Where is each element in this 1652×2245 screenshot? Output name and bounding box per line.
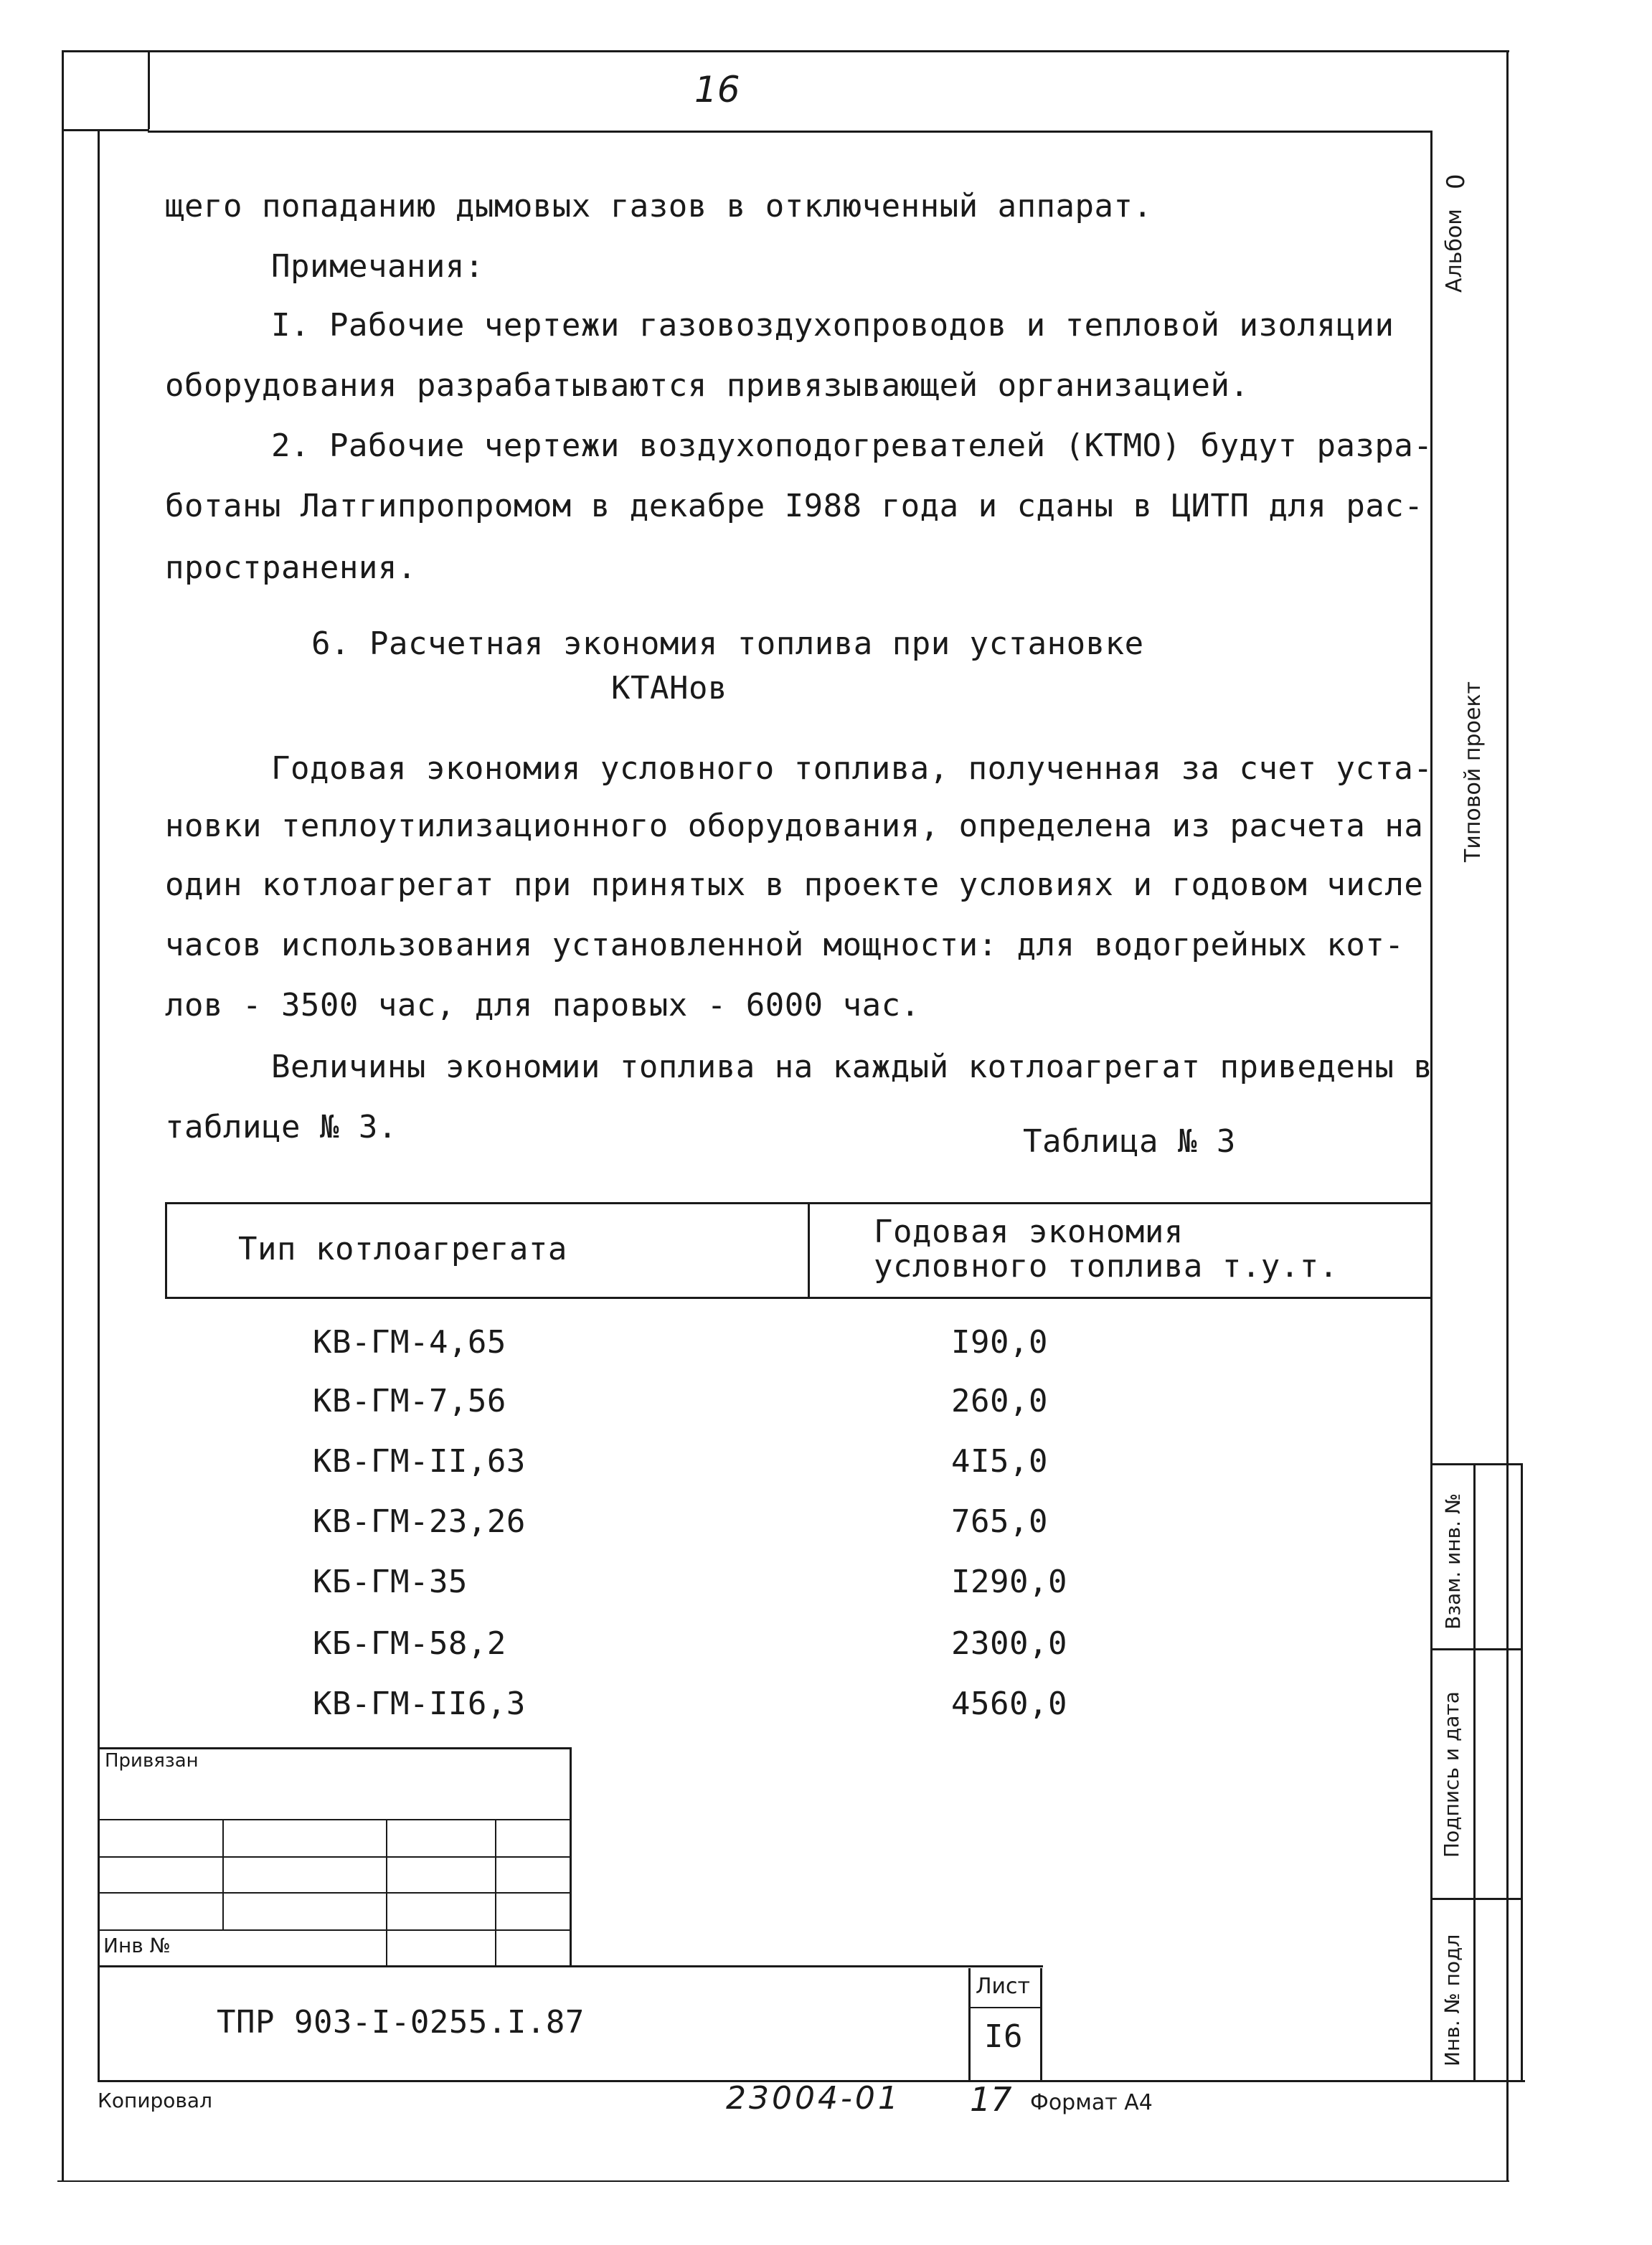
- album-number: 0: [1442, 174, 1471, 189]
- vzam-inv-label: Взам. инв. №: [1441, 1493, 1465, 1630]
- album-text: Альбом: [1442, 209, 1467, 293]
- stamp-row5: [98, 1965, 1043, 1967]
- inv-no-label: Инв №: [103, 1934, 171, 1957]
- table-col2-header-line1: Годовая экономия: [874, 1214, 1184, 1250]
- inner-left-line: [98, 131, 100, 2081]
- table-col2-header-line2: условного топлива т.у.т.: [874, 1248, 1339, 1285]
- signature-date-label: Подпись и дата: [1440, 1691, 1463, 1858]
- kopiroval-label: Копировал: [98, 2089, 212, 2112]
- para1-line1: Годовая экономия условного топлива, полученная за счет уста-: [271, 750, 1433, 787]
- table-header-bottom-line: [165, 1297, 1432, 1299]
- section-heading-line2: КТАНов: [611, 670, 727, 706]
- inv-podl-label: Инв. № подл: [1440, 1934, 1464, 2066]
- stamp-row1: [98, 1819, 571, 1820]
- corner-box-hline: [62, 129, 149, 131]
- row3-type: КВ-ГМ-II,63: [313, 1443, 526, 1480]
- corner-box-vline: [148, 50, 150, 129]
- stamp-col3: [495, 1819, 496, 1967]
- frame-left-line: [62, 50, 64, 2180]
- inner-top-line: [148, 131, 1432, 133]
- paragraph-top: щего попаданию дымовых газов в отключенный аппарат.: [165, 188, 1153, 225]
- para1-line2: новки теплоутилизационного оборудования, определена из расчета на: [165, 808, 1424, 844]
- row6-type: КБ-ГМ-58,2: [313, 1625, 506, 1662]
- row7-value: 4560,0: [951, 1686, 1067, 1722]
- row2-type: КВ-ГМ-7,56: [313, 1383, 506, 1419]
- row5-value: I290,0: [951, 1564, 1067, 1600]
- list-box-divider: [968, 2007, 1042, 2008]
- note2-line3: пространения.: [165, 549, 417, 586]
- handwritten-page: 17: [970, 2080, 1012, 2119]
- table-top-line: [165, 1202, 1432, 1204]
- page-number-top: 16: [694, 69, 740, 110]
- table-col1-header: Тип котлоагрегата: [238, 1231, 567, 1267]
- side-stamp-top: [1430, 1463, 1522, 1465]
- row5-type: КБ-ГМ-35: [313, 1564, 468, 1600]
- section-heading-line1: 6. Расчетная экономия топлива при установке: [311, 625, 1144, 662]
- doc-code: ТПР 903-I-0255.I.87: [217, 2004, 585, 2041]
- notes-heading: Примечания:: [271, 248, 484, 285]
- list-label: Лист: [976, 1974, 1031, 1999]
- table-caption: Таблица № 3: [1023, 1123, 1236, 1160]
- table-col-divider: [808, 1202, 810, 1298]
- stamp-box-top: [98, 1747, 571, 1749]
- row1-value: I90,0: [951, 1324, 1048, 1361]
- list-number: I6: [984, 2018, 1023, 2055]
- note1-line1: I. Рабочие чертежи газовоздухопроводов и тепловой изоляции: [271, 307, 1394, 344]
- row7-type: КВ-ГМ-II6,3: [313, 1686, 526, 1722]
- typical-project-label: Типовой проект: [1460, 681, 1486, 862]
- row4-type: КВ-ГМ-23,26: [313, 1503, 526, 1540]
- list-box-left: [968, 1968, 971, 2081]
- stamp-row3: [98, 1892, 571, 1894]
- para2-line1: Величины экономии топлива на каждый котлоагрегат приведены в: [271, 1049, 1433, 1085]
- frame-right-line: [1506, 50, 1509, 2180]
- handwritten-code: 23004-01: [726, 2080, 901, 2117]
- privyazan-label: Привязан: [105, 1750, 199, 1772]
- list-box-right: [1040, 1968, 1042, 2081]
- note2-line1: 2. Рабочие чертежи воздухоподогревателей (КТМО) будут разра-: [271, 427, 1433, 464]
- row1-type: КВ-ГМ-4,65: [313, 1324, 506, 1361]
- frame-top-line: [63, 50, 1509, 52]
- format-label: Формат А4: [1030, 2090, 1153, 2115]
- para1-line5: лов - 3500 час, для паровых - 6000 час.: [165, 987, 920, 1024]
- frame-bottom-line: [57, 2180, 1509, 2182]
- note2-line2: ботаны Латгипропромом в декабре I988 года и сданы в ЦИТП для рас-: [165, 488, 1424, 524]
- row4-value: 765,0: [951, 1503, 1048, 1540]
- side-stamp-outer-right: [1521, 1463, 1523, 2081]
- side-stamp-inner-divider: [1473, 1463, 1476, 2081]
- inner-right-line: [1430, 131, 1432, 2081]
- side-stamp-line3: [1430, 1898, 1522, 1900]
- stamp-col1: [222, 1819, 224, 1929]
- stamp-col2: [386, 1819, 387, 1967]
- stamp-row2: [98, 1856, 571, 1858]
- side-stamp-line2: [1430, 1648, 1522, 1650]
- stamp-row4: [98, 1929, 571, 1931]
- row2-value: 260,0: [951, 1383, 1048, 1419]
- note1-line2: оборудования разрабатываются привязывающей организацией.: [165, 367, 1250, 404]
- para1-line3: один котлоагрегат при принятых в проекте условиях и годовом числе: [165, 866, 1424, 903]
- row6-value: 2300,0: [951, 1625, 1067, 1662]
- para2-line2: таблице № 3.: [165, 1109, 397, 1145]
- para1-line4: часов использования установленной мощности: для водогрейных кот-: [165, 927, 1405, 963]
- album-label: [1442, 207, 1468, 293]
- table-left-line: [165, 1202, 167, 1298]
- row3-value: 4I5,0: [951, 1443, 1048, 1480]
